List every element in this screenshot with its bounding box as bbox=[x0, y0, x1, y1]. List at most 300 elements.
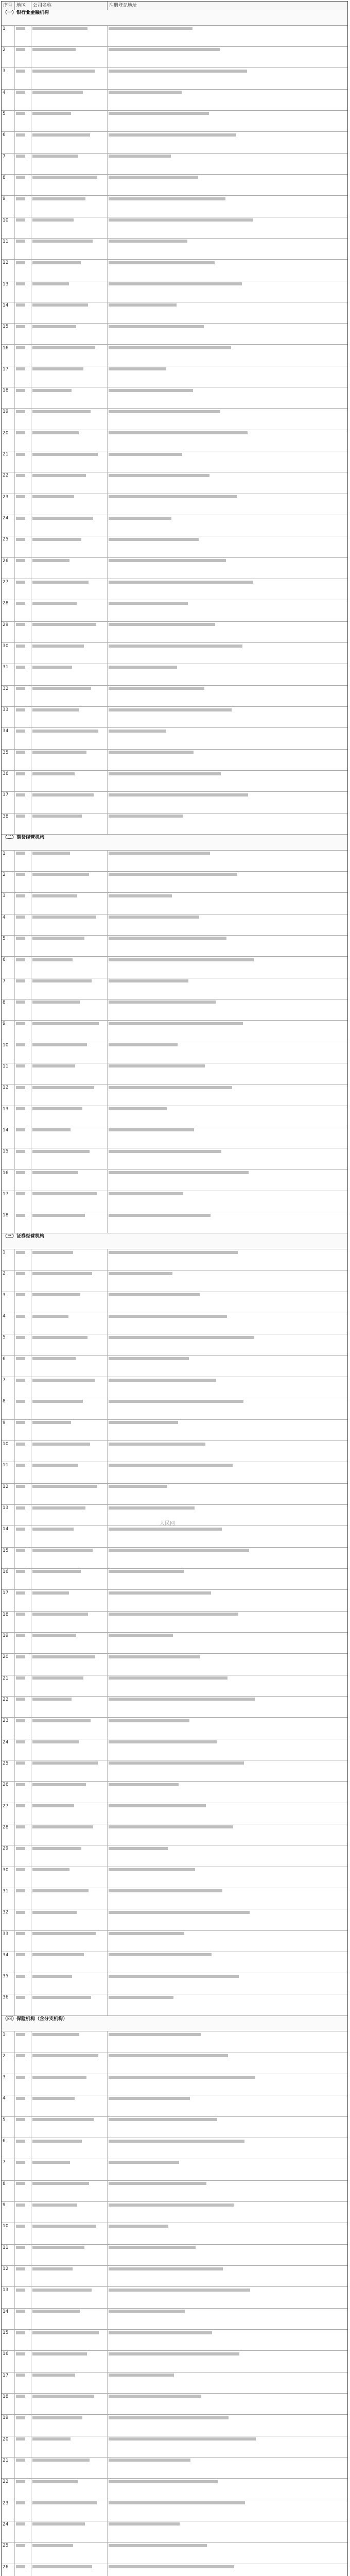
row-area bbox=[15, 154, 31, 174]
text-placeholder bbox=[16, 2182, 25, 2185]
text-placeholder bbox=[16, 1570, 25, 1573]
table-row bbox=[2, 872, 347, 893]
text-placeholder bbox=[109, 2310, 185, 2313]
table-row bbox=[2, 1042, 347, 1063]
row-address bbox=[108, 366, 347, 387]
row-number: 10 bbox=[2, 217, 15, 238]
text-placeholder bbox=[32, 2289, 92, 2292]
text-placeholder bbox=[109, 1293, 200, 1296]
text-placeholder bbox=[32, 1996, 91, 1999]
table-row bbox=[2, 1212, 347, 1233]
text-placeholder bbox=[16, 1996, 25, 1999]
row-number: 18 bbox=[2, 2394, 15, 2414]
row-area bbox=[15, 196, 31, 216]
row-company bbox=[31, 1994, 108, 2015]
text-placeholder bbox=[16, 367, 25, 370]
row-number: 16 bbox=[2, 1569, 15, 1589]
row-area bbox=[15, 1633, 31, 1653]
row-address bbox=[108, 2117, 347, 2138]
table-row bbox=[2, 2330, 347, 2351]
text-placeholder bbox=[32, 979, 92, 982]
row-company bbox=[31, 515, 108, 536]
section-title: （三）证券经营机构 bbox=[3, 1234, 45, 1240]
table-row bbox=[2, 1931, 347, 1952]
text-placeholder bbox=[16, 197, 25, 200]
row-area bbox=[15, 2309, 31, 2329]
row-number: 22 bbox=[2, 2479, 15, 2499]
row-area bbox=[15, 2521, 31, 2542]
text-placeholder bbox=[16, 2246, 25, 2249]
row-address bbox=[108, 2351, 347, 2371]
text-placeholder bbox=[109, 1549, 249, 1552]
text-placeholder bbox=[32, 1421, 71, 1424]
text-placeholder bbox=[109, 1443, 205, 1446]
row-area bbox=[15, 2479, 31, 2499]
text-placeholder bbox=[32, 2161, 70, 2164]
row-area bbox=[15, 1212, 31, 1233]
text-placeholder bbox=[16, 133, 25, 137]
row-address bbox=[108, 2181, 347, 2201]
row-address bbox=[108, 1313, 347, 1334]
table-row bbox=[2, 281, 347, 302]
row-company bbox=[31, 175, 108, 195]
text-placeholder bbox=[32, 1847, 81, 1850]
text-placeholder bbox=[109, 852, 210, 855]
text-placeholder bbox=[32, 894, 77, 897]
row-address bbox=[108, 2266, 347, 2286]
row-area bbox=[15, 893, 31, 913]
table-body bbox=[2, 10, 347, 2576]
table-row bbox=[2, 1441, 347, 1462]
text-placeholder bbox=[109, 1740, 217, 1743]
text-placeholder bbox=[16, 1421, 25, 1424]
row-number: 11 bbox=[2, 2245, 15, 2265]
text-placeholder bbox=[32, 112, 71, 115]
text-placeholder bbox=[109, 1889, 222, 1892]
row-area bbox=[15, 1739, 31, 1760]
row-company bbox=[31, 430, 108, 451]
row-address bbox=[108, 111, 347, 131]
row-area bbox=[15, 472, 31, 493]
text-placeholder bbox=[32, 538, 81, 541]
text-placeholder bbox=[32, 27, 87, 30]
row-address bbox=[108, 771, 347, 791]
row-company bbox=[31, 750, 108, 770]
text-placeholder bbox=[32, 495, 74, 498]
text-placeholder bbox=[16, 240, 25, 243]
row-area bbox=[15, 1526, 31, 1547]
row-number: 1 bbox=[2, 26, 15, 46]
row-number: 23 bbox=[2, 494, 15, 515]
row-company bbox=[31, 2223, 108, 2244]
row-company bbox=[31, 1249, 108, 1270]
text-placeholder bbox=[16, 112, 25, 115]
row-address bbox=[108, 2074, 347, 2095]
row-address bbox=[108, 2031, 347, 2052]
row-area bbox=[15, 792, 31, 812]
row-address bbox=[108, 2500, 347, 2521]
row-number: 23 bbox=[2, 1718, 15, 1738]
text-placeholder bbox=[32, 666, 72, 669]
row-address bbox=[108, 750, 347, 770]
row-address bbox=[108, 914, 347, 935]
text-placeholder bbox=[32, 687, 91, 690]
row-address bbox=[108, 2521, 347, 2542]
row-company bbox=[31, 2266, 108, 2286]
text-placeholder bbox=[109, 751, 194, 754]
text-placeholder bbox=[16, 1549, 25, 1552]
text-placeholder bbox=[109, 538, 199, 541]
text-placeholder bbox=[16, 751, 25, 754]
text-placeholder bbox=[32, 1192, 97, 1195]
row-number: 33 bbox=[2, 707, 15, 727]
text-placeholder bbox=[32, 937, 84, 940]
text-placeholder bbox=[109, 666, 177, 669]
row-company bbox=[31, 324, 108, 344]
text-placeholder bbox=[32, 1150, 90, 1153]
row-address bbox=[108, 494, 347, 515]
row-company bbox=[31, 664, 108, 685]
text-placeholder bbox=[16, 1293, 25, 1296]
text-placeholder bbox=[16, 730, 25, 733]
row-company bbox=[31, 68, 108, 89]
text-placeholder bbox=[16, 2097, 25, 2100]
row-company bbox=[31, 622, 108, 642]
row-area bbox=[15, 771, 31, 791]
row-number: 27 bbox=[2, 579, 15, 600]
row-number: 28 bbox=[2, 1824, 15, 1845]
text-placeholder bbox=[109, 623, 215, 626]
row-number: 4 bbox=[2, 2095, 15, 2116]
text-placeholder bbox=[16, 2352, 25, 2355]
text-placeholder bbox=[32, 2374, 75, 2377]
row-number: 24 bbox=[2, 2521, 15, 2542]
table-row bbox=[2, 2500, 347, 2521]
table-row bbox=[2, 2287, 347, 2308]
table-row bbox=[2, 1548, 347, 1569]
text-placeholder bbox=[32, 1464, 78, 1467]
text-placeholder bbox=[109, 1613, 238, 1616]
row-area bbox=[15, 1888, 31, 1909]
row-company bbox=[31, 1084, 108, 1105]
table-header bbox=[2, 2, 347, 10]
text-placeholder bbox=[109, 645, 242, 648]
table-row bbox=[2, 1127, 347, 1148]
text-placeholder bbox=[16, 1506, 25, 1510]
text-placeholder bbox=[109, 937, 226, 940]
row-area bbox=[15, 451, 31, 472]
text-placeholder bbox=[32, 1932, 96, 1935]
text-placeholder bbox=[109, 112, 209, 115]
row-number: 14 bbox=[2, 1526, 15, 1547]
table-row bbox=[2, 579, 347, 600]
row-number: 17 bbox=[2, 366, 15, 387]
row-company bbox=[31, 132, 108, 152]
row-address bbox=[108, 643, 347, 664]
row-address bbox=[108, 196, 347, 216]
row-number: 4 bbox=[2, 1313, 15, 1334]
text-placeholder bbox=[16, 1272, 25, 1275]
row-company bbox=[31, 728, 108, 749]
row-company bbox=[31, 893, 108, 913]
table-row bbox=[2, 1148, 347, 1170]
row-address bbox=[108, 1398, 347, 1419]
table-row bbox=[2, 1760, 347, 1782]
row-number: 25 bbox=[2, 2543, 15, 2563]
row-number: 5 bbox=[2, 1334, 15, 1355]
row-company bbox=[31, 1569, 108, 1589]
text-placeholder bbox=[32, 2437, 71, 2441]
table-row bbox=[2, 2202, 347, 2223]
row-company bbox=[31, 2159, 108, 2180]
row-number: 17 bbox=[2, 1191, 15, 1212]
row-area bbox=[15, 2223, 31, 2244]
row-area bbox=[15, 302, 31, 323]
row-number: 34 bbox=[2, 728, 15, 749]
row-company bbox=[31, 409, 108, 429]
text-placeholder bbox=[16, 1485, 25, 1488]
row-address bbox=[108, 2053, 347, 2074]
row-area bbox=[15, 1377, 31, 1398]
text-placeholder bbox=[16, 1128, 25, 1131]
text-placeholder bbox=[32, 261, 81, 264]
row-address bbox=[108, 1484, 347, 1504]
table-row bbox=[2, 409, 347, 430]
row-company bbox=[31, 1021, 108, 1041]
text-placeholder bbox=[109, 155, 171, 158]
row-company bbox=[31, 2095, 108, 2116]
text-placeholder bbox=[16, 1591, 25, 1595]
row-area bbox=[15, 2436, 31, 2457]
row-address bbox=[108, 1063, 347, 1084]
text-placeholder bbox=[16, 2161, 25, 2164]
row-number: 18 bbox=[2, 1212, 15, 1233]
text-placeholder bbox=[109, 2204, 234, 2207]
row-company bbox=[31, 1398, 108, 1419]
row-number: 9 bbox=[2, 196, 15, 216]
table-row bbox=[2, 196, 347, 217]
table-row bbox=[2, 2053, 347, 2074]
row-address bbox=[108, 451, 347, 472]
row-company bbox=[31, 1697, 108, 1717]
row-company bbox=[31, 2415, 108, 2435]
text-placeholder bbox=[109, 2416, 229, 2419]
row-company bbox=[31, 1760, 108, 1781]
row-area bbox=[15, 1292, 31, 1313]
text-placeholder bbox=[32, 1613, 88, 1616]
row-number: 28 bbox=[2, 600, 15, 621]
row-company bbox=[31, 1292, 108, 1313]
text-placeholder bbox=[32, 793, 94, 796]
row-area bbox=[15, 47, 31, 67]
text-placeholder bbox=[109, 916, 199, 919]
text-placeholder bbox=[16, 2459, 25, 2462]
row-address bbox=[108, 2479, 347, 2499]
text-placeholder bbox=[32, 1570, 81, 1573]
row-company bbox=[31, 1505, 108, 1526]
row-number: 9 bbox=[2, 2202, 15, 2223]
table-row bbox=[2, 1249, 347, 1270]
text-placeholder bbox=[32, 1379, 95, 1382]
text-placeholder bbox=[32, 2522, 85, 2526]
text-placeholder bbox=[16, 389, 25, 392]
text-placeholder bbox=[16, 2565, 25, 2568]
row-area bbox=[15, 1249, 31, 1270]
text-placeholder bbox=[32, 1001, 80, 1004]
row-number: 29 bbox=[2, 1845, 15, 1866]
row-address bbox=[108, 1505, 347, 1526]
row-number: 13 bbox=[2, 1505, 15, 1526]
text-placeholder bbox=[109, 1272, 172, 1275]
row-number: 14 bbox=[2, 302, 15, 323]
text-placeholder bbox=[32, 772, 75, 775]
row-address bbox=[108, 622, 347, 642]
row-number: 5 bbox=[2, 111, 15, 131]
table-row bbox=[2, 1106, 347, 1127]
row-address bbox=[108, 132, 347, 152]
row-number: 31 bbox=[2, 1888, 15, 1909]
row-address bbox=[108, 978, 347, 999]
row-company bbox=[31, 2181, 108, 2201]
table-row bbox=[2, 2223, 347, 2244]
text-placeholder bbox=[32, 1719, 91, 1722]
text-placeholder bbox=[109, 2352, 239, 2355]
row-number: 2 bbox=[2, 1270, 15, 1291]
row-address bbox=[108, 1249, 347, 1270]
text-placeholder bbox=[109, 133, 236, 137]
table-row bbox=[2, 536, 347, 557]
text-placeholder bbox=[32, 303, 88, 307]
row-address bbox=[108, 430, 347, 451]
row-area bbox=[15, 978, 31, 999]
text-placeholder bbox=[109, 894, 172, 897]
row-area bbox=[15, 2394, 31, 2414]
row-company bbox=[31, 1612, 108, 1632]
row-address bbox=[108, 2287, 347, 2308]
row-company bbox=[31, 90, 108, 110]
text-placeholder bbox=[32, 367, 83, 370]
table-row bbox=[2, 239, 347, 260]
table-row bbox=[2, 1334, 347, 1355]
text-placeholder bbox=[109, 474, 209, 477]
text-placeholder bbox=[16, 1847, 25, 1850]
text-placeholder bbox=[16, 1676, 25, 1680]
text-placeholder bbox=[32, 240, 93, 243]
row-area bbox=[15, 686, 31, 706]
table-row bbox=[2, 26, 347, 47]
row-area bbox=[15, 2202, 31, 2223]
text-placeholder bbox=[32, 1107, 82, 1110]
text-placeholder bbox=[109, 2480, 218, 2483]
text-placeholder bbox=[109, 410, 220, 413]
row-company bbox=[31, 2372, 108, 2393]
row-area bbox=[15, 1484, 31, 1504]
row-area bbox=[15, 872, 31, 892]
text-placeholder bbox=[16, 538, 25, 541]
row-company bbox=[31, 2053, 108, 2074]
text-placeholder bbox=[16, 218, 25, 222]
header-no: 序号 bbox=[2, 2, 15, 10]
text-placeholder bbox=[32, 2267, 73, 2270]
text-placeholder bbox=[32, 1591, 69, 1595]
row-address bbox=[108, 1675, 347, 1696]
row-area bbox=[15, 707, 31, 727]
table-row bbox=[2, 217, 347, 239]
row-number: 5 bbox=[2, 936, 15, 956]
text-placeholder bbox=[109, 1251, 238, 1254]
table-row bbox=[2, 664, 347, 685]
text-placeholder bbox=[16, 48, 25, 51]
text-placeholder bbox=[32, 602, 77, 605]
row-number: 8 bbox=[2, 1398, 15, 1419]
text-placeholder bbox=[16, 1107, 25, 1110]
table-row bbox=[2, 2095, 347, 2116]
text-placeholder bbox=[16, 2289, 25, 2292]
text-placeholder bbox=[32, 751, 86, 754]
row-area bbox=[15, 366, 31, 387]
row-company bbox=[31, 2031, 108, 2052]
text-placeholder bbox=[32, 2544, 73, 2547]
table-row bbox=[2, 2372, 347, 2394]
row-company bbox=[31, 2245, 108, 2265]
row-number: 20 bbox=[2, 2436, 15, 2457]
row-number: 31 bbox=[2, 664, 15, 685]
row-number: 1 bbox=[2, 1249, 15, 1270]
row-company bbox=[31, 600, 108, 621]
text-placeholder bbox=[32, 2331, 99, 2334]
row-address bbox=[108, 1569, 347, 1589]
text-placeholder bbox=[16, 2310, 25, 2313]
text-placeholder bbox=[32, 1634, 76, 1637]
text-placeholder bbox=[16, 937, 25, 940]
row-area bbox=[15, 2564, 31, 2576]
row-area bbox=[15, 2095, 31, 2116]
row-company bbox=[31, 2287, 108, 2308]
text-placeholder bbox=[16, 1889, 25, 1892]
text-placeholder bbox=[109, 2522, 180, 2526]
row-area bbox=[15, 2330, 31, 2350]
text-placeholder bbox=[109, 2459, 190, 2462]
table-row bbox=[2, 1845, 347, 1867]
table-row bbox=[2, 2138, 347, 2159]
row-area bbox=[15, 2415, 31, 2435]
row-company bbox=[31, 957, 108, 977]
row-address bbox=[108, 999, 347, 1020]
text-placeholder bbox=[109, 1022, 243, 1025]
table-row bbox=[2, 1420, 347, 1441]
text-placeholder bbox=[109, 218, 253, 222]
text-placeholder bbox=[16, 793, 25, 796]
text-placeholder bbox=[109, 772, 221, 775]
table-row bbox=[2, 1675, 347, 1697]
row-number: 12 bbox=[2, 260, 15, 280]
row-area bbox=[15, 622, 31, 642]
row-company bbox=[31, 2202, 108, 2223]
row-area bbox=[15, 1148, 31, 1169]
text-placeholder bbox=[16, 1783, 25, 1786]
text-placeholder bbox=[109, 431, 248, 434]
row-company bbox=[31, 1170, 108, 1191]
table-row bbox=[2, 324, 347, 345]
text-placeholder bbox=[16, 1171, 25, 1174]
text-placeholder bbox=[109, 730, 166, 733]
text-placeholder bbox=[32, 474, 86, 477]
row-number: 6 bbox=[2, 957, 15, 977]
table-row bbox=[2, 132, 347, 153]
row-address bbox=[108, 2394, 347, 2414]
text-placeholder bbox=[16, 495, 25, 498]
row-company bbox=[31, 872, 108, 892]
